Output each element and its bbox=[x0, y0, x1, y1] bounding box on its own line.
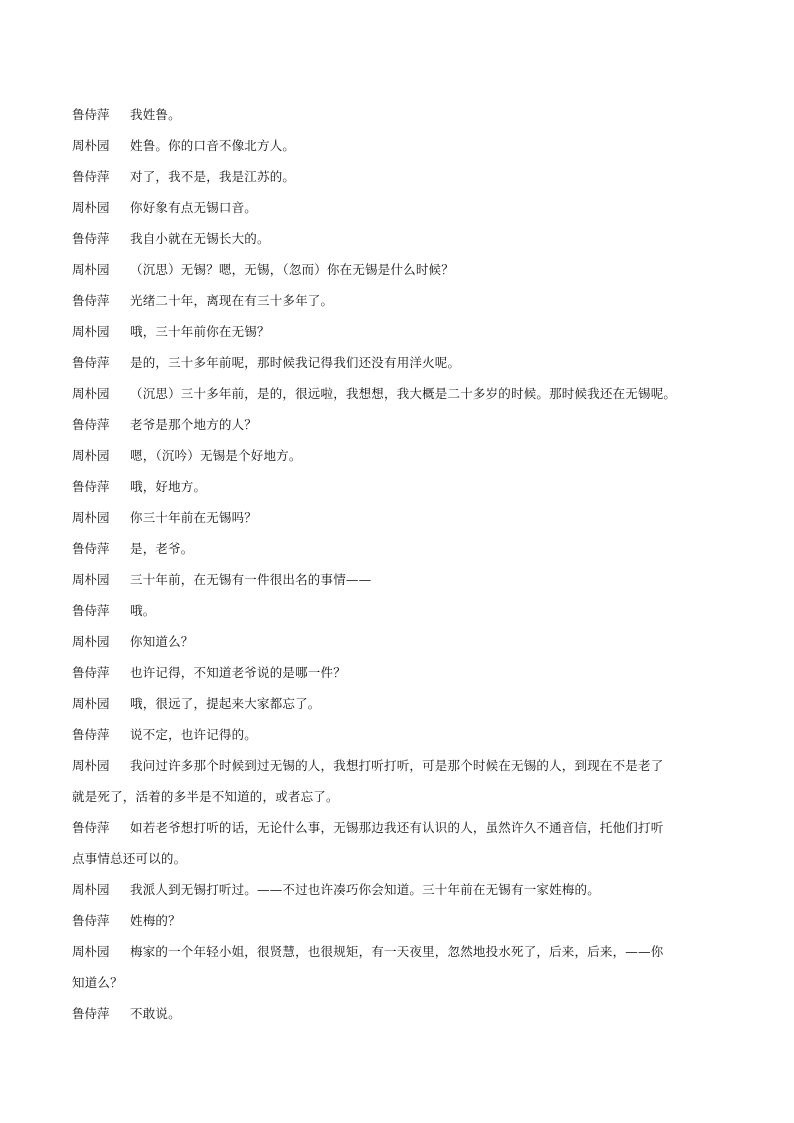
speaker-name: 周朴园 bbox=[72, 944, 110, 959]
speaker-name: 鲁侍萍 bbox=[72, 231, 110, 246]
dialogue-line bbox=[72, 161, 732, 192]
speech-text: 姓鲁。你的口音不像北方人。 bbox=[130, 138, 296, 153]
speech-text: 是，老爷。 bbox=[130, 541, 194, 556]
speaker-name: 鲁侍萍 bbox=[72, 541, 110, 556]
dialogue-line bbox=[72, 719, 732, 750]
speaker-name: 周朴园 bbox=[72, 324, 110, 339]
speaker-name: 周朴园 bbox=[72, 882, 110, 897]
dialogue-line bbox=[72, 812, 732, 843]
speech-text: （沉思）三十多年前，是的，很远啦，我想想，我大概是二十多岁的时候。那时候我还在无锡呢。 bbox=[130, 386, 677, 401]
dialogue-line bbox=[72, 533, 732, 564]
speaker-name: 周朴园 bbox=[72, 200, 110, 215]
dialogue-line bbox=[72, 905, 732, 936]
speech-text: 对了，我不是，我是江苏的。 bbox=[130, 169, 296, 184]
speech-text: 哦，三十年前你在无锡？ bbox=[130, 324, 270, 339]
speech-text: 你三十年前在无锡吗？ bbox=[130, 510, 258, 525]
dialogue-line bbox=[72, 254, 732, 285]
dialogue-line bbox=[72, 874, 732, 905]
dialogue-line bbox=[72, 192, 732, 223]
dialogue-line bbox=[72, 130, 732, 161]
dialogue-line bbox=[72, 223, 732, 254]
speech-text: 你好象有点无锡口音。 bbox=[130, 200, 258, 215]
speech-text: 不敢说。 bbox=[130, 1006, 181, 1021]
speaker-name: 周朴园 bbox=[72, 510, 110, 525]
speaker-name: 周朴园 bbox=[72, 386, 110, 401]
speaker-name: 鲁侍萍 bbox=[72, 355, 110, 370]
speaker-name: 鲁侍萍 bbox=[72, 107, 110, 122]
speech-text: 光绪二十年，离现在有三十多年了。 bbox=[130, 293, 334, 308]
dialogue-line bbox=[72, 285, 732, 316]
dialogue-line bbox=[72, 440, 732, 471]
speech-text: 我派人到无锡打听过。——不过也许凑巧你会知道。三十年前在无锡有一家姓梅的。 bbox=[130, 882, 600, 897]
dialogue-line bbox=[72, 750, 732, 781]
dialogue-body bbox=[72, 99, 732, 1029]
speech-text: 如若老爷想打听的话，无论什么事，无锡那边我还有认识的人，虽然许久不通音信，托他们打听 bbox=[130, 820, 664, 835]
speech-text: 是的，三十多年前呢，那时候我记得我们还没有用洋火呢。 bbox=[130, 355, 461, 370]
dialogue-line bbox=[72, 564, 732, 595]
speech-text: 老爷是那个地方的人？ bbox=[130, 417, 258, 432]
speech-text: 哦。 bbox=[130, 603, 156, 618]
speaker-name: 周朴园 bbox=[72, 138, 110, 153]
dialogue-line-continued bbox=[72, 967, 732, 998]
speech-text: （沉思）无锡？嗯，无锡，（忽而）你在无锡是什么时候？ bbox=[130, 262, 454, 277]
speaker-name: 鲁侍萍 bbox=[72, 169, 110, 184]
dialogue-line bbox=[72, 471, 732, 502]
speech-text: 也许记得，不知道老爷说的是哪一件？ bbox=[130, 665, 346, 680]
dialogue-line bbox=[72, 936, 732, 967]
speech-text: 你知道么？ bbox=[130, 634, 194, 649]
speaker-name: 周朴园 bbox=[72, 634, 110, 649]
dialogue-line bbox=[72, 626, 732, 657]
dialogue-line bbox=[72, 409, 732, 440]
speech-text-continued: 知道么？ bbox=[72, 975, 123, 990]
speech-text: 我自小就在无锡长大的。 bbox=[130, 231, 270, 246]
speech-text: 我姓鲁。 bbox=[130, 107, 181, 122]
speech-text: 说不定，也许记得的。 bbox=[130, 727, 258, 742]
speaker-name: 周朴园 bbox=[72, 758, 110, 773]
dialogue-line-continued bbox=[72, 843, 732, 874]
speaker-name: 周朴园 bbox=[72, 448, 110, 463]
dialogue-line-continued bbox=[72, 781, 732, 812]
speech-text: 梅家的一个年轻小姐，很贤慧，也很规矩，有一天夜里，忽然地投水死了，后来，后来，——你 bbox=[130, 944, 664, 959]
speech-text: 哦，很远了，提起来大家都忘了。 bbox=[130, 696, 321, 711]
speaker-name: 鲁侍萍 bbox=[72, 417, 110, 432]
speech-text: 姓梅的？ bbox=[130, 913, 181, 928]
speech-text-continued: 就是死了，活着的多半是不知道的，或者忘了。 bbox=[72, 789, 339, 804]
speaker-name: 鲁侍萍 bbox=[72, 1006, 110, 1021]
speech-text: 三十年前，在无锡有一件很出名的事情—— bbox=[130, 572, 372, 587]
speaker-name: 鲁侍萍 bbox=[72, 820, 110, 835]
dialogue-line bbox=[72, 316, 732, 347]
speech-text-continued: 点事情总还可以的。 bbox=[72, 851, 187, 866]
speech-text: 嗯，（沉吟）无锡是个好地方。 bbox=[130, 448, 302, 463]
speech-text: 哦，好地方。 bbox=[130, 479, 207, 494]
dialogue-line bbox=[72, 998, 732, 1029]
speaker-name: 鲁侍萍 bbox=[72, 603, 110, 618]
speaker-name: 周朴园 bbox=[72, 696, 110, 711]
speaker-name: 鲁侍萍 bbox=[72, 479, 110, 494]
dialogue-line bbox=[72, 595, 732, 626]
speaker-name: 鲁侍萍 bbox=[72, 665, 110, 680]
speaker-name: 鲁侍萍 bbox=[72, 293, 110, 308]
dialogue-line bbox=[72, 657, 732, 688]
dialogue-line bbox=[72, 99, 732, 130]
dialogue-line bbox=[72, 502, 732, 533]
dialogue-line bbox=[72, 378, 732, 409]
speaker-name: 鲁侍萍 bbox=[72, 913, 110, 928]
speaker-name: 周朴园 bbox=[72, 262, 110, 277]
speech-text: 我问过许多那个时候到过无锡的人，我想打听打听，可是那个时候在无锡的人，到现在不是老了 bbox=[130, 758, 664, 773]
dialogue-line bbox=[72, 347, 732, 378]
speaker-name: 鲁侍萍 bbox=[72, 727, 110, 742]
dialogue-line bbox=[72, 688, 732, 719]
speaker-name: 周朴园 bbox=[72, 572, 110, 587]
